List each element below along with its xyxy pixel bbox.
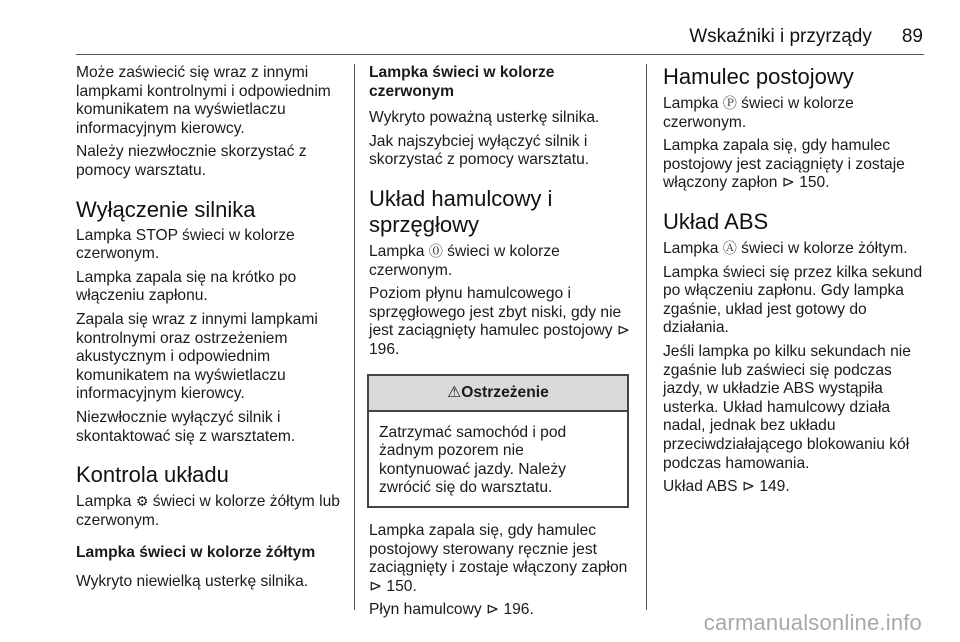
paragraph: Jeśli lampka po kilku sekundach nie zgaśnie lub zaświeci się podczas jazdy, w układzie ABS wystąpiła usterka. Układ hamulcowy działa nadal, jednak bez układu przeciwdziałającego blokowaniu kół podczas hamowania. [663, 342, 911, 472]
reference-icon: ⊳ [616, 322, 630, 340]
paragraph: Zapala się wraz z innymi lampkami kontrolnymi oraz ostrzeżeniem akustycznym i odpowiednim komunikatem na wyświetlaczu informacyjnym kierowcy. [76, 310, 318, 403]
reference-icon: ⊳ [781, 174, 795, 192]
text-span: świeci w kolorze żółtym lub czerwonym. [76, 493, 340, 529]
column-divider-1 [354, 64, 355, 610]
paragraph [369, 242, 637, 280]
paragraph: Lampka zapala się na krótko po włączeniu zapłonu. [76, 268, 297, 305]
column-3 [663, 64, 931, 502]
page-reference[interactable]: 196. [369, 340, 400, 358]
page-reference[interactable]: 150. [799, 174, 830, 192]
subheading-yellow: Lampka świeci w kolorze żółtym [76, 544, 316, 562]
paragraph: Wykryto poważną usterkę silnika. [369, 109, 600, 127]
watermark: carmanualsonline.info [703, 610, 922, 635]
text-span: świeci w kolorze czerwonym. [369, 242, 560, 279]
text-span: Lampka zapala się, gdy hamulec postojowy jest zaciągnięty i zostaje włączony zapłon [663, 137, 905, 192]
paragraph: Jak najszybciej wyłączyć silnik i skorzystać z pomocy warsztatu. [369, 132, 590, 169]
warning-box [367, 374, 629, 508]
abs-icon: Ⓐ [722, 239, 737, 256]
warning-title: Ostrzeżenie [461, 383, 549, 401]
page-header [689, 26, 923, 48]
paragraph [663, 239, 931, 259]
page-reference[interactable]: 196. [503, 601, 534, 619]
subheading-red: Lampka świeci w kolorze czerwonym [369, 64, 555, 100]
paragraph [369, 601, 637, 620]
page-number: 89 [901, 26, 923, 47]
paragraph [663, 94, 931, 132]
reference-icon: ⊳ [369, 577, 383, 595]
section-heading-engine-off: Wyłączenie silnika [76, 196, 256, 222]
text-span: Lampka [76, 493, 132, 511]
text-span: Układ ABS [663, 478, 738, 496]
warning-text: Zatrzymać samochód i pod żadnym pozorem nie kontynuować jazdy. Należy zwrócić się do warsztatu. [379, 423, 567, 497]
text-span: Lampka [663, 95, 719, 112]
section-heading-parking-brake: Hamulec postojowy [663, 64, 854, 89]
paragraph [663, 478, 931, 497]
text-span: świeci w kolorze żółtym. [741, 239, 908, 257]
warning-header [369, 376, 627, 412]
reference-icon: ⊳ [486, 601, 500, 619]
engine-icon: ⚙ [135, 493, 149, 510]
section-heading-brake-system: Układ hamulcowy i sprzęgłowy [369, 185, 553, 237]
page-reference[interactable]: 150. [386, 577, 417, 595]
column-divider-2 [646, 64, 647, 610]
text-span: Lampka [663, 239, 719, 257]
text-span: Lampka [369, 242, 425, 260]
text-span: świeci w kolorze czerwonym. [663, 95, 854, 131]
section-heading-system-check: Kontrola układu [76, 462, 229, 488]
paragraph: Należy niezwłocznie skorzystać z pomocy warsztatu. [76, 143, 307, 179]
text-span: Płyn hamulcowy [369, 601, 482, 619]
header-divider [76, 54, 924, 55]
reference-icon: ⊳ [741, 478, 755, 496]
page-reference[interactable]: 149. [759, 478, 790, 496]
paragraph: Lampka świeci się przez kilka sekund po włączeniu zapłonu. Gdy lampka zgaśnie, układ jest gotowy do działania. [663, 263, 923, 337]
brake-icon: ⓪ [428, 242, 443, 259]
paragraph [369, 522, 637, 596]
paragraph: Niezwłocznie wyłączyć silnik i skontaktować się z warsztatem. [76, 408, 296, 445]
column-2 [369, 64, 637, 625]
section-heading-abs: Układ ABS [663, 208, 769, 234]
text-span: Lampka zapala się, gdy hamulec postojowy sterowany ręcznie jest zaciągnięty i zostaje włączony zapłon [369, 521, 628, 577]
page-header-title: Wskaźniki i przyrządy [689, 26, 872, 47]
warning-icon: ⚠ [447, 383, 462, 401]
paragraph [369, 285, 637, 359]
paragraph: Wykryto niewielką usterkę silnika. [76, 572, 309, 590]
paragraph [76, 492, 348, 530]
paragraph: Może zaświecić się wraz z innymi lampkami kontrolnymi i odpowiednim komunikatem na wyświetlaczu informacyjnym kierowcy. [76, 64, 331, 137]
paragraph [663, 137, 931, 193]
parking-brake-icon: Ⓟ [722, 95, 737, 111]
text-span: Poziom płynu hamulcowego i sprzęgłowego jest zbyt niski, gdy nie jest zaciągnięty hamulec postojowy [369, 285, 622, 340]
paragraph: Lampka STOP świeci w kolorze czerwonym. [76, 226, 295, 263]
column-1 [76, 64, 348, 596]
